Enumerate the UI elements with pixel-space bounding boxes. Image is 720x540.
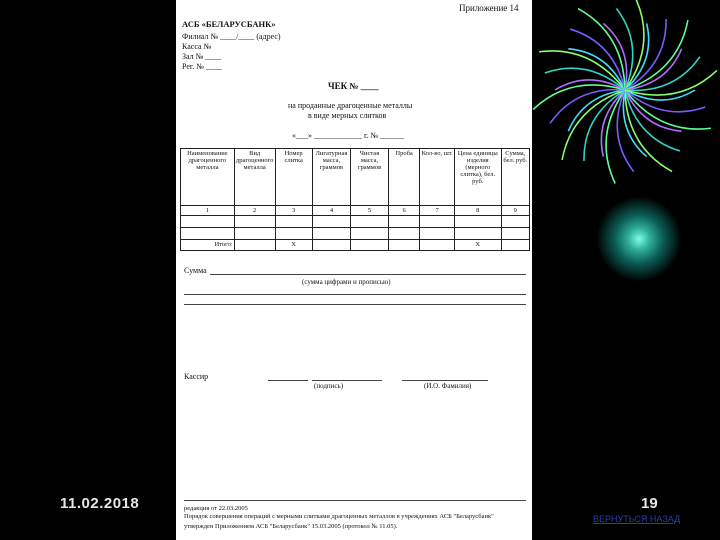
appendix-label: Приложение 14 (459, 3, 519, 13)
scanned-receipt-form (176, 0, 532, 540)
starburst-stroke (606, 90, 625, 183)
starburst-stroke (625, 0, 644, 90)
signature-hint: (подпись) (314, 382, 344, 390)
footnote-3: утвержден Приложением АСБ "Беларусбанк" 15.03.2005 (протокол № 11.05). (184, 523, 398, 530)
slide-date: 11.02.2018 (60, 495, 140, 512)
header-amount: Сумма, бел. руб. (501, 149, 529, 206)
column-number: 8 (454, 206, 501, 216)
decorative-glow-orb (596, 196, 682, 282)
header-pure-mass: Чистая масса, граммов (351, 149, 389, 206)
branch-line: Филиал № ____/____ (адрес) (182, 32, 281, 41)
column-number: 4 (312, 206, 351, 216)
header-ligature-mass: Лигатурная масса, граммов (312, 149, 351, 206)
bank-name: АСБ «БЕЛАРУСБАНК» (182, 19, 276, 29)
slide-page-number: 19 (641, 495, 658, 512)
table-row-empty (181, 216, 530, 228)
header-quantity: Кол-во, шт. (420, 149, 455, 206)
column-number: 5 (351, 206, 389, 216)
cash-desk-line: Зал № ____ (182, 52, 222, 61)
table-row-total (181, 240, 530, 251)
header-unit-price: Цена единицы изделия (мерного слитка), бел. руб. (454, 149, 501, 206)
register-line: Рег. № ____ (182, 62, 222, 71)
column-number: 7 (420, 206, 455, 216)
name-hint: (И.О. Фамилия) (424, 382, 472, 390)
total-mark: X (275, 240, 312, 251)
column-number: 9 (501, 206, 529, 216)
table-row-empty (181, 228, 530, 240)
cashier-label: Кассир (184, 372, 209, 381)
receipt-date-line: «___» ____________ г. № ______ (292, 131, 405, 140)
total-label: Итого: (181, 240, 235, 251)
receipt-subtitle-1: на проданные драгоценные металлы (288, 101, 413, 110)
back-link[interactable]: ВЕРНУТЬСЯ НАЗАД (593, 514, 681, 524)
total-mark: X (454, 240, 501, 251)
footnote-2: Порядок совершения операций с мерными слитками драгоценных металлов в учреждениях АСБ "Беларусбанк" (184, 513, 494, 520)
header-fineness: Проба (388, 149, 420, 206)
receipt-title: ЧЕК № ____ (328, 81, 379, 91)
receipt-table (180, 148, 530, 251)
receipt-subtitle-2: в виде мерных слитков (308, 111, 387, 120)
sum-label: Сумма (184, 266, 207, 275)
header-metal-type: Вид драгоценного металла (234, 149, 275, 206)
footnote-1: редакция от 22.03.2005 (184, 505, 248, 512)
column-number: 1 (181, 206, 235, 216)
column-number: 3 (275, 206, 312, 216)
cash-line: Касса № (182, 42, 212, 51)
column-number: 2 (234, 206, 275, 216)
column-number: 6 (388, 206, 420, 216)
decorative-starburst-image (530, 0, 720, 230)
header-metal-name: Наименование драгоценного металла (181, 149, 235, 206)
sum-hint: (сумма цифрами и прописью) (302, 278, 391, 286)
header-bar-number: Номер слитка (275, 149, 312, 206)
